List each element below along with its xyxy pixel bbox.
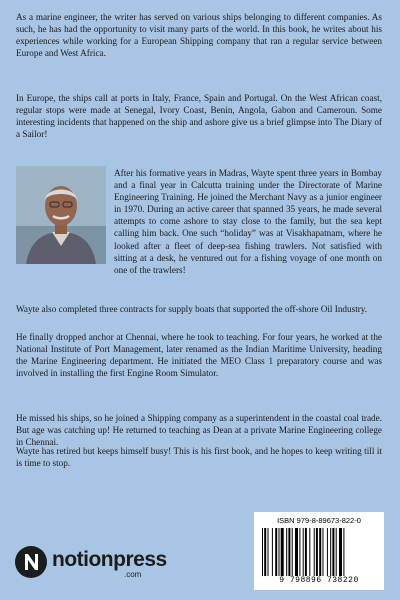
publisher-logo [14,545,174,581]
bio-paragraph-1: After his formative years in Madras, Wayte spent three years in Bombay and a final year in Calcutta training under the Directorate of Marine Engineering Training. He joined the Merchant Navy as a junior engineer in 1970. During an active career that spanned 35 years, he made several attempts to come ashore to stay close to the family, but the sea kept calling him back. One such “holiday” was at Visakhapatnam, where he looked after a fleet of deep-sea fishing trawlers. Not satisfied with sitting at a desk, he ventured out for a fishing voyage of one month on one of the trawlers! [114,168,382,275]
bio-paragraph-2: Wayte also completed three contracts for supply boats that supported the off-shore Oil Industry. [16,304,368,314]
bio-paragraph-4: He missed his ships, so he joined a Shipping company as a superintendent in the coastal coal trade. But age was catching up! He returned to teaching as Dean at a private Marine Engineering college in Chennai. [16,413,382,448]
notionpress-logo-icon [14,545,48,579]
isbn-barcode [254,512,384,590]
isbn-barcode-number: 9 798896 738220 [279,576,359,585]
barcode-icon [262,528,376,576]
intro-paragraph-2: In Europe, the ships call at ports in Italy, France, Spain and Portugal. On the West African coast, regular stops were made at Senegal, Ivory Coast, Benin, Angola, Gabon and Cameroun. Some interesting incidents that happened on the ship and ashore give us a brief glimpse into The Diary of a Sailor! [16,93,382,140]
bio-paragraph-3: He finally dropped anchor at Chennai, where he took to teaching. For four years, he worked at the National Institute of Port Management, later renamed as the Indian Maritime University, heading the Marine Engineering department. He initiated the MEO Class 1 preparatory course and was involved in installing the first Engine Room Simulator. [16,332,382,379]
publisher-name: notionpress [52,548,167,571]
isbn-label: ISBN 979-8-89673-822-0 [277,516,361,525]
author-photo [16,166,106,264]
bio-paragraph-5: Wayte has retired but keeps himself busy! This is his first book, and he hopes to keep writing till it is time to stop. [16,446,382,469]
intro-paragraph-1: As a marine engineer, the writer has served on various ships belonging to different companies. As such, he has had the opportunity to visit many parts of the world. In this book, he writes about his experiences while working for a European Shipping company that ran a regular service between Europe and West Africa. [16,12,382,59]
publisher-suffix: .com [124,570,142,579]
